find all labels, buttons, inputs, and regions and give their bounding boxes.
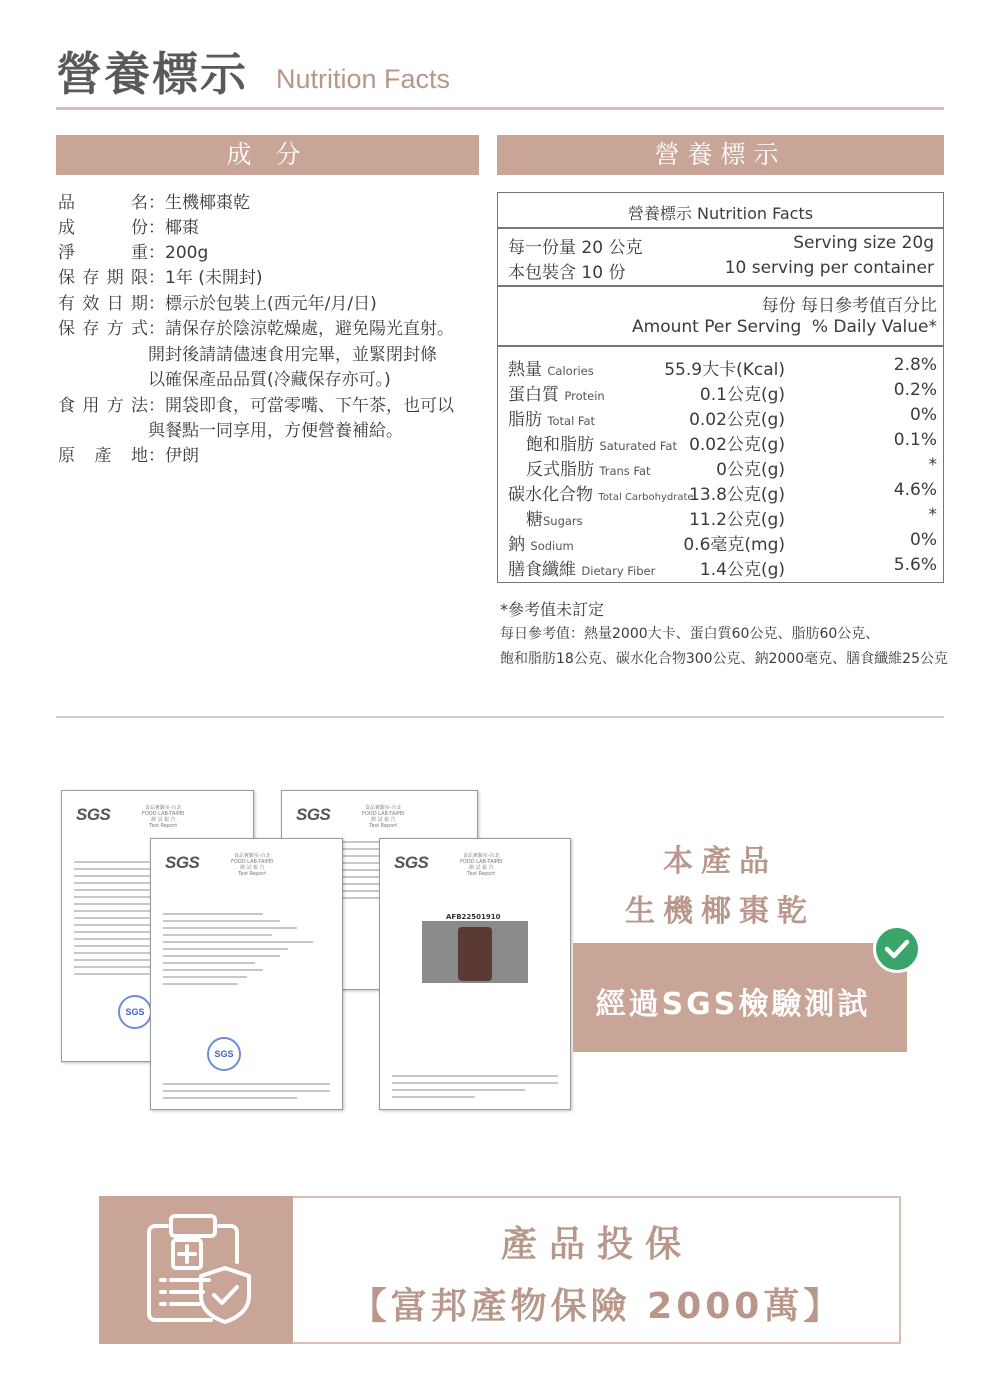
sgs-stamp: SGS	[207, 1037, 241, 1071]
date-bag-image	[458, 927, 492, 981]
nutrient-amount: 0.02公克(g)	[689, 410, 785, 430]
nutrient-dv: 0.2%	[893, 380, 937, 400]
insurance-title: 產品投保	[500, 1224, 693, 1265]
nutrient-amount: 11.2公克(g)	[689, 510, 785, 530]
nutrient-dv: 2.8%	[893, 355, 937, 375]
nutrient-amount: 0.1公克(g)	[699, 385, 785, 405]
column-header-zh: 每份 每日參考值百分比	[761, 296, 937, 316]
sgs-report-page	[379, 838, 571, 1110]
ingredient-row-usage-cont: 與餐點一同享用，方便營養補給。	[148, 421, 403, 441]
nutrient-amount: 0.02公克(g)	[689, 435, 785, 455]
nutrient-dv: 0%	[910, 530, 937, 550]
nutrient-dv: 0%	[910, 405, 937, 425]
ingredient-row-weight: 淨重：200g	[58, 243, 209, 263]
serving-size-zh: 每一份量 20 公克	[508, 238, 643, 258]
sample-id: AFB22501910	[446, 913, 501, 921]
nutrient-amount: 0.6毫克(mg)	[683, 535, 785, 555]
column-header-amount: Amount Per Serving	[632, 317, 802, 337]
servings-per-container-zh: 本包裝含 10 份	[508, 263, 626, 283]
sgs-report-page	[150, 838, 343, 1110]
sgs-stamp: SGS	[118, 995, 152, 1029]
ingredient-row-shelf-life: 保存期限：1年 (未開封)	[58, 268, 263, 288]
nutrient-name: 熱量 Calories	[508, 360, 594, 380]
nutrient-name: 糖Sugars	[526, 510, 583, 530]
table-divider	[498, 345, 943, 347]
sgs-logo: SGS	[165, 853, 200, 872]
ingredient-row-storage-cont: 以確保產品品質(冷藏保存亦可。)	[148, 370, 391, 390]
section-divider	[56, 716, 944, 718]
footnote-not-established: *參考值未訂定	[500, 600, 605, 619]
report-text-lines	[392, 1075, 558, 1103]
page-title-en: Nutrition Facts	[276, 64, 451, 94]
report-text-lines	[163, 1083, 330, 1104]
nutrient-name: 飽和脂肪 Saturated Fat	[526, 435, 677, 455]
ingredient-row-content: 成份：椰棗	[58, 218, 199, 238]
ingredient-row-expiry: 有效日期：標示於包裝上(西元年/月/日)	[58, 294, 377, 314]
ingredient-row-origin: 原產地：伊朗	[58, 446, 199, 466]
ingredients-section-title: 成 分	[56, 135, 479, 175]
footnote-daily-values-cont: 飽和脂肪18公克、碳水化合物300公克、鈉2000毫克、膳食纖維25公克	[500, 651, 948, 667]
nutrition-table-title: 營養標示 Nutrition Facts	[627, 204, 814, 223]
page-title: 營養標示	[56, 47, 248, 101]
nutrient-name: 脂肪 Total Fat	[508, 410, 596, 430]
sgs-logo: SGS	[296, 805, 331, 824]
report-header: 食品實驗室-台北 FOOD LAB-TAIPEI 測 試 報 告 Test Report	[231, 853, 274, 877]
nutrient-amount: 1.4公克(g)	[699, 560, 785, 580]
nutrient-dv: 5.6%	[893, 555, 937, 575]
header-divider	[56, 107, 944, 110]
column-header-dv: % Daily Value*	[811, 317, 937, 337]
clipboard-shield-icon	[99, 1196, 293, 1344]
promo-product: 本產品	[663, 844, 777, 879]
insurance-icon-panel	[99, 1196, 293, 1344]
nutrient-dv: 4.6%	[893, 480, 937, 500]
nutrient-dv: 0.1%	[893, 430, 937, 450]
nutrient-name: 碳水化合物 Total Carbohydrate	[508, 485, 694, 505]
nutrient-amount: 55.9大卡(Kcal)	[664, 360, 785, 380]
nutrition-table	[497, 192, 944, 583]
nutrient-amount: 13.8公克(g)	[689, 485, 785, 505]
nutrient-name: 反式脂肪 Trans Fat	[526, 460, 651, 480]
report-header: 食品實驗室-台北 FOOD LAB-TAIPEI 測 試 報 告 Test Report	[362, 805, 405, 829]
sgs-logo: SGS	[76, 805, 111, 824]
table-divider	[498, 227, 943, 229]
sgs-logo: SGS	[394, 853, 429, 872]
check-mark	[876, 928, 918, 970]
ingredient-row-usage: 食用方法：開袋即食，可當零嘴、下午茶，也可以	[58, 396, 454, 416]
sample-photo	[422, 921, 528, 983]
nutrient-dv: *	[928, 455, 937, 475]
footnote-daily-values: 每日參考值：熱量2000大卡、蛋白質60公克、脂肪60公克、	[500, 626, 880, 642]
nutrient-name: 膳食纖維 Dietary Fiber	[508, 560, 656, 580]
nutrient-name: 蛋白質 Protein	[508, 385, 605, 405]
promo-product-name: 生機椰棗乾	[625, 894, 815, 929]
report-text-lines	[163, 913, 330, 990]
report-header: 食品實驗室-台北 FOOD LAB-TAIPEI 測 試 報 告 Test Report	[460, 853, 503, 877]
ingredient-row-storage: 保存方式：請保存於陰涼乾燥處，避免陽光直射。	[58, 319, 454, 339]
ingredient-row-name: 品名：生機椰棗乾	[58, 193, 250, 213]
promo-sgs-tested: 經過SGS檢驗測試	[595, 987, 871, 1022]
nutrient-name: 鈉 Sodium	[508, 535, 574, 555]
check-icon	[873, 925, 921, 973]
report-header: 食品實驗室-台北 FOOD LAB-TAIPEI 測 試 報 告 Test Report	[142, 805, 185, 829]
table-divider	[498, 285, 943, 287]
nutrient-dv: *	[928, 505, 937, 525]
serving-size-en: Serving size 20g	[793, 233, 934, 253]
ingredient-row-storage-cont: 開封後請請儘速食用完畢，並緊閉封條	[148, 345, 437, 365]
servings-per-container-en: 10 serving per container	[724, 258, 934, 278]
nutrition-section-title: 營養標示	[497, 135, 944, 175]
nutrient-amount: 0公克(g)	[716, 460, 785, 480]
insurance-subtitle: 【富邦產物保險 2000萬】	[350, 1286, 844, 1327]
